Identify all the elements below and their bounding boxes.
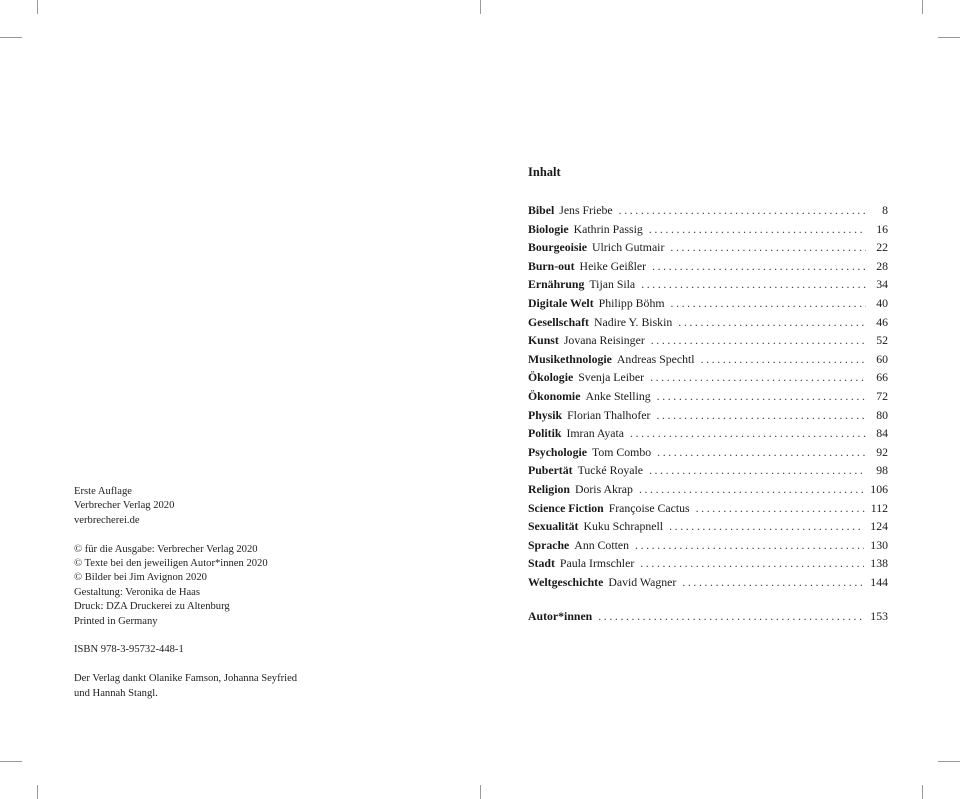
toc-entry-term: Weltgeschichte xyxy=(528,574,604,589)
toc-entry xyxy=(528,499,888,518)
crop-mark-right-top xyxy=(938,37,960,38)
crop-mark-bottom-left xyxy=(37,785,38,799)
toc-entry-page: 40 xyxy=(876,295,888,310)
toc-entry xyxy=(528,294,888,313)
toc-entry xyxy=(528,313,888,332)
toc-entry-page: 60 xyxy=(876,351,888,366)
crop-mark-bottom-center xyxy=(480,785,481,799)
toc-entry-term: Ökologie xyxy=(528,370,574,385)
toc-entry-author: Tucké Royale xyxy=(577,463,643,478)
toc-entry-page: 80 xyxy=(876,407,888,422)
imprint-copyright-texts: © Texte bei den jeweiligen Autor*innen 2020 xyxy=(74,558,268,570)
toc-entry-page: 8 xyxy=(882,203,888,217)
toc-entry-author: Svenja Leiber xyxy=(578,370,645,385)
toc-entry-page: 46 xyxy=(876,314,888,329)
toc-entry-page: 22 xyxy=(876,240,888,255)
toc-entry-page: 106 xyxy=(870,481,888,496)
toc-entries xyxy=(528,201,888,591)
toc-entry-term: Ökonomie xyxy=(528,388,581,403)
toc-entry-author: Françoise Cactus xyxy=(608,500,690,515)
toc-entry xyxy=(528,368,888,387)
imprint-isbn: ISBN 978-3-95732-448-1 xyxy=(74,644,184,656)
toc-leader-dots xyxy=(650,368,866,387)
toc-entry xyxy=(528,257,888,276)
toc-entry xyxy=(528,406,888,425)
toc-entry xyxy=(528,554,888,573)
toc-entry-page: 66 xyxy=(876,370,888,385)
toc-entry-author: Imran Ayata xyxy=(566,426,624,441)
toc-entry-page: 144 xyxy=(870,574,888,589)
imprint-block xyxy=(74,485,374,701)
toc-leader-dots xyxy=(669,517,864,536)
toc-entry-author: Florian Thalhofer xyxy=(567,407,651,422)
toc-leader-dots xyxy=(649,220,866,239)
toc-entry-term: Biologie xyxy=(528,221,569,236)
toc-entry-author: Andreas Spechtl xyxy=(616,351,695,366)
toc-entry-author: Jens Friebe xyxy=(559,203,613,217)
toc-entry-page: 124 xyxy=(870,519,888,534)
toc-entry xyxy=(528,424,888,443)
toc-entry-author: Doris Akrap xyxy=(574,481,633,496)
toc-leader-dots xyxy=(630,424,866,443)
imprint-printed-in: Printed in Germany xyxy=(74,615,158,627)
toc-entry-page: 84 xyxy=(876,426,888,441)
crop-mark-top-center xyxy=(480,0,481,14)
toc-entry-authors xyxy=(528,607,888,626)
toc-leader-dots xyxy=(678,313,866,332)
toc-entry xyxy=(528,220,888,239)
toc-entry-term: Kunst xyxy=(528,333,559,348)
toc-entry-author: Anke Stelling xyxy=(585,388,651,403)
toc-entry xyxy=(528,201,888,220)
toc-leader-dots xyxy=(649,461,866,480)
toc-entry-term: Religion xyxy=(528,481,570,496)
toc-entry-author: Ann Cotten xyxy=(574,537,630,552)
toc-entry-author: Philipp Böhm xyxy=(598,295,665,310)
toc-entry-author: Heike Geißler xyxy=(579,258,647,273)
toc-leader-dots xyxy=(652,257,866,276)
toc-leader-dots xyxy=(657,387,866,406)
toc-entry-author: Kuku Schrapnell xyxy=(583,519,664,534)
toc-leader-dots xyxy=(619,201,866,220)
toc-entry-term: Sprache xyxy=(528,537,570,552)
toc-entry-page: 28 xyxy=(876,258,888,273)
crop-mark-bottom-right xyxy=(922,785,923,799)
toc-leader-dots xyxy=(682,573,864,592)
toc-entry xyxy=(528,573,888,592)
toc-entry xyxy=(528,350,888,369)
toc-entry-page: 130 xyxy=(870,537,888,552)
toc-leader-dots xyxy=(635,536,864,555)
toc-entry xyxy=(528,536,888,555)
toc-leader-dots xyxy=(651,331,866,350)
toc-entry xyxy=(528,331,888,350)
toc-entry-page: 112 xyxy=(870,500,888,515)
toc-entry-term: Stadt xyxy=(528,556,555,571)
toc-entry-term: Bibel xyxy=(528,203,555,217)
imprint-thanks-cont: und Hannah Stangl. xyxy=(74,687,158,699)
toc-entry-page: 138 xyxy=(870,556,888,571)
toc-entry-term: Sexualität xyxy=(528,519,579,534)
imprint-thanks: Der Verlag dankt Olanike Famson, Johanna Seyfried xyxy=(74,673,298,685)
toc-entry-author: Paula Irmschler xyxy=(559,556,635,571)
toc-entry-author: Tijan Sila xyxy=(589,277,636,292)
toc-entry-author: Nadire Y. Biskin xyxy=(593,314,673,329)
toc-leader-dots xyxy=(670,238,866,257)
toc-entry-term: Pubertät xyxy=(528,463,573,478)
imprint-copyright-edition: © für die Ausgabe: Verbrecher Verlag 2020 xyxy=(74,543,258,555)
toc-entry-page: 16 xyxy=(876,221,888,236)
imprint-design: Gestaltung: Veronika de Haas xyxy=(74,586,201,598)
toc-entry-page: 72 xyxy=(876,388,888,403)
toc-leader-dots xyxy=(640,554,864,573)
toc-leader-dots xyxy=(671,294,866,313)
toc-entry xyxy=(528,443,888,462)
crop-mark-left-bottom xyxy=(0,761,22,762)
toc-entry xyxy=(528,275,888,294)
toc-leader-dots xyxy=(696,499,865,518)
toc-entry-term: Politik xyxy=(528,426,562,441)
toc-leader-dots xyxy=(656,406,866,425)
toc-entry-page: 92 xyxy=(876,444,888,459)
imprint-copyright-images: © Bilder bei Jim Avignon 2020 xyxy=(74,572,207,584)
toc-entry-author: Jovana Reisinger xyxy=(563,333,645,348)
crop-mark-left-top xyxy=(0,37,22,38)
toc-title: Inhalt xyxy=(528,165,561,179)
toc-entry-term: Autor*innen xyxy=(528,609,593,624)
toc-entry xyxy=(528,517,888,536)
toc-entry xyxy=(528,387,888,406)
toc-entry-page: 52 xyxy=(876,333,888,348)
toc-entry-term: Musikethnologie xyxy=(528,351,612,366)
table-of-contents xyxy=(528,163,888,626)
toc-entry-author: Tom Combo xyxy=(591,444,652,459)
toc-entry-page: 34 xyxy=(876,277,888,292)
toc-entry-page: 153 xyxy=(870,609,888,624)
toc-entry xyxy=(528,461,888,480)
imprint-publisher: Verbrecher Verlag 2020 xyxy=(74,500,175,512)
toc-leader-dots xyxy=(598,607,864,626)
toc-entry-term: Gesellschaft xyxy=(528,314,589,329)
crop-mark-right-bottom xyxy=(938,761,960,762)
toc-entry-author: David Wagner xyxy=(608,574,677,589)
toc-entry-term: Bourgeoisie xyxy=(528,240,587,255)
imprint-website: verbrecherei.de xyxy=(74,514,140,526)
crop-mark-top-right xyxy=(922,0,923,14)
toc-entry-author: Kathrin Passig xyxy=(573,221,643,236)
toc-leader-dots xyxy=(639,480,864,499)
toc-entry-term: Physik xyxy=(528,407,563,422)
imprint-printer: Druck: DZA Druckerei zu Altenburg xyxy=(74,601,230,613)
imprint-edition: Erste Auflage xyxy=(74,486,132,497)
toc-leader-dots xyxy=(701,350,866,369)
toc-entry-term: Psychologie xyxy=(528,444,587,459)
crop-mark-top-left xyxy=(37,0,38,14)
toc-entry-term: Ernährung xyxy=(528,277,585,292)
toc-entry-term: Science Fiction xyxy=(528,500,604,515)
toc-entry xyxy=(528,238,888,257)
toc-entry-term: Burn-out xyxy=(528,258,575,273)
toc-leader-dots xyxy=(657,443,866,462)
toc-entry-author: Ulrich Gutmair xyxy=(591,240,665,255)
toc-entry-page: 98 xyxy=(876,463,888,478)
toc-entry xyxy=(528,480,888,499)
toc-entry-term: Digitale Welt xyxy=(528,295,594,310)
toc-leader-dots xyxy=(641,275,866,294)
